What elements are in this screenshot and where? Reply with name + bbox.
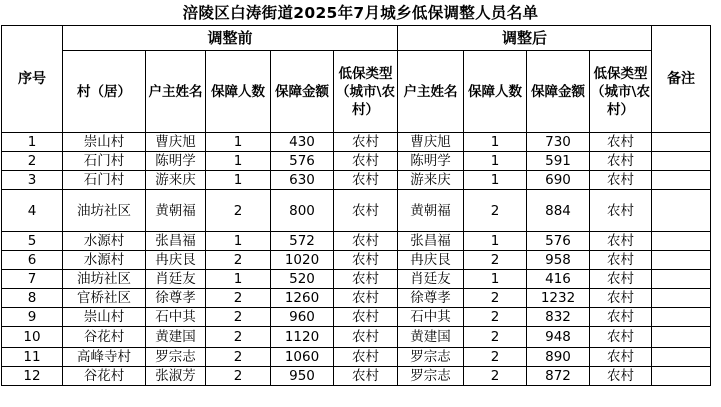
cell-seq: 8 bbox=[2, 289, 63, 308]
cell-before-persons: 2 bbox=[206, 367, 271, 386]
cell-remark bbox=[652, 367, 711, 386]
cell-after-head-name: 罗宗志 bbox=[398, 348, 464, 367]
cell-after-head-name: 罗宗志 bbox=[398, 367, 464, 386]
cell-after-persons: 2 bbox=[464, 367, 527, 386]
cell-before-type: 农村 bbox=[334, 289, 398, 308]
cell-after-persons: 1 bbox=[464, 171, 527, 190]
cell-before-type: 农村 bbox=[334, 171, 398, 190]
cell-after-amount: 832 bbox=[527, 308, 590, 327]
cell-remark bbox=[652, 232, 711, 251]
cell-village: 石门村 bbox=[63, 171, 146, 190]
column-header-row bbox=[2, 51, 711, 133]
cell-after-type: 农村 bbox=[590, 308, 652, 327]
cell-after-head-name: 陈明学 bbox=[398, 152, 464, 171]
cell-after-amount: 591 bbox=[527, 152, 590, 171]
header-before-head-name: 户主姓名 bbox=[146, 51, 206, 133]
cell-before-type: 农村 bbox=[334, 133, 398, 152]
cell-after-persons: 1 bbox=[464, 270, 527, 289]
cell-before-persons: 2 bbox=[206, 308, 271, 327]
cell-before-head-name: 黄建国 bbox=[146, 327, 206, 348]
cell-after-head-name: 黄建国 bbox=[398, 327, 464, 348]
cell-remark bbox=[652, 171, 711, 190]
cell-before-head-name: 张淑芳 bbox=[146, 367, 206, 386]
cell-before-amount: 1060 bbox=[271, 348, 334, 367]
cell-before-persons: 1 bbox=[206, 232, 271, 251]
table-row bbox=[2, 289, 711, 308]
cell-before-type: 农村 bbox=[334, 367, 398, 386]
cell-before-amount: 576 bbox=[271, 152, 334, 171]
cell-after-persons: 1 bbox=[464, 133, 527, 152]
cell-after-persons: 2 bbox=[464, 327, 527, 348]
group-header-row bbox=[2, 26, 711, 51]
cell-after-head-name: 曹庆旭 bbox=[398, 133, 464, 152]
cell-before-head-name: 肖廷友 bbox=[146, 270, 206, 289]
cell-after-persons: 2 bbox=[464, 289, 527, 308]
cell-before-type: 农村 bbox=[334, 348, 398, 367]
cell-before-persons: 2 bbox=[206, 327, 271, 348]
cell-before-persons: 2 bbox=[206, 348, 271, 367]
cell-after-head-name: 徐尊孝 bbox=[398, 289, 464, 308]
cell-before-persons: 1 bbox=[206, 152, 271, 171]
cell-before-type: 农村 bbox=[334, 308, 398, 327]
header-remarks: 备注 bbox=[652, 26, 711, 133]
cell-after-amount: 730 bbox=[527, 133, 590, 152]
cell-before-type: 农村 bbox=[334, 232, 398, 251]
cell-after-head-name: 肖廷友 bbox=[398, 270, 464, 289]
header-after-group: 调整后 bbox=[398, 26, 652, 51]
cell-remark bbox=[652, 133, 711, 152]
cell-after-type: 农村 bbox=[590, 367, 652, 386]
cell-village: 石门村 bbox=[63, 152, 146, 171]
cell-after-type: 农村 bbox=[590, 152, 652, 171]
adjustment-table bbox=[1, 25, 711, 386]
document-title: 涪陵区白涛街道2025年7月城乡低保调整人员名单 bbox=[182, 4, 539, 22]
cell-before-persons: 1 bbox=[206, 270, 271, 289]
cell-after-persons: 1 bbox=[464, 152, 527, 171]
cell-after-persons: 2 bbox=[464, 308, 527, 327]
cell-village: 水源村 bbox=[63, 232, 146, 251]
cell-remark bbox=[652, 308, 711, 327]
cell-seq: 4 bbox=[2, 190, 63, 232]
cell-before-amount: 1260 bbox=[271, 289, 334, 308]
header-after-amount: 保障金额 bbox=[527, 51, 590, 133]
cell-after-type: 农村 bbox=[590, 289, 652, 308]
cell-after-head-name: 张昌福 bbox=[398, 232, 464, 251]
cell-before-amount: 960 bbox=[271, 308, 334, 327]
cell-seq: 10 bbox=[2, 327, 63, 348]
cell-after-head-name: 冉庆艮 bbox=[398, 251, 464, 270]
cell-before-amount: 1020 bbox=[271, 251, 334, 270]
cell-village: 谷花村 bbox=[63, 327, 146, 348]
cell-after-amount: 890 bbox=[527, 348, 590, 367]
header-seq: 序号 bbox=[2, 26, 63, 133]
header-after-type: 低保类型（城市\农村） bbox=[590, 51, 652, 133]
cell-before-amount: 430 bbox=[271, 133, 334, 152]
cell-after-amount: 872 bbox=[527, 367, 590, 386]
cell-remark bbox=[652, 251, 711, 270]
table-row bbox=[2, 270, 711, 289]
cell-after-head-name: 石中其 bbox=[398, 308, 464, 327]
header-village: 村（居） bbox=[63, 51, 146, 133]
cell-before-type: 农村 bbox=[334, 251, 398, 270]
cell-remark bbox=[652, 348, 711, 367]
table-row bbox=[2, 152, 711, 171]
cell-seq: 12 bbox=[2, 367, 63, 386]
cell-after-amount: 576 bbox=[527, 232, 590, 251]
table-row bbox=[2, 251, 711, 270]
cell-seq: 7 bbox=[2, 270, 63, 289]
cell-after-amount: 884 bbox=[527, 190, 590, 232]
cell-remark bbox=[652, 270, 711, 289]
table-row bbox=[2, 190, 711, 232]
cell-before-head-name: 石中其 bbox=[146, 308, 206, 327]
cell-village: 谷花村 bbox=[63, 367, 146, 386]
cell-after-type: 农村 bbox=[590, 270, 652, 289]
cell-seq: 1 bbox=[2, 133, 63, 152]
cell-after-head-name: 游来庆 bbox=[398, 171, 464, 190]
cell-after-type: 农村 bbox=[590, 348, 652, 367]
cell-before-persons: 2 bbox=[206, 289, 271, 308]
cell-seq: 2 bbox=[2, 152, 63, 171]
cell-after-type: 农村 bbox=[590, 190, 652, 232]
cell-seq: 11 bbox=[2, 348, 63, 367]
cell-before-persons: 2 bbox=[206, 251, 271, 270]
table-row bbox=[2, 133, 711, 152]
header-before-persons: 保障人数 bbox=[206, 51, 271, 133]
cell-seq: 9 bbox=[2, 308, 63, 327]
cell-village: 油坊社区 bbox=[63, 190, 146, 232]
table-row bbox=[2, 308, 711, 327]
cell-before-amount: 1120 bbox=[271, 327, 334, 348]
cell-before-amount: 800 bbox=[271, 190, 334, 232]
cell-after-type: 农村 bbox=[590, 251, 652, 270]
table-row bbox=[2, 367, 711, 386]
cell-before-type: 农村 bbox=[334, 327, 398, 348]
cell-after-amount: 416 bbox=[527, 270, 590, 289]
cell-before-type: 农村 bbox=[334, 152, 398, 171]
cell-after-amount: 1232 bbox=[527, 289, 590, 308]
cell-before-amount: 572 bbox=[271, 232, 334, 251]
cell-before-head-name: 冉庆艮 bbox=[146, 251, 206, 270]
cell-village: 崇山村 bbox=[63, 133, 146, 152]
cell-remark bbox=[652, 152, 711, 171]
table-row bbox=[2, 348, 711, 367]
cell-after-type: 农村 bbox=[590, 171, 652, 190]
cell-village: 油坊社区 bbox=[63, 270, 146, 289]
cell-after-amount: 958 bbox=[527, 251, 590, 270]
cell-seq: 6 bbox=[2, 251, 63, 270]
table-row bbox=[2, 232, 711, 251]
cell-before-persons: 2 bbox=[206, 190, 271, 232]
cell-village: 官桥社区 bbox=[63, 289, 146, 308]
cell-before-amount: 630 bbox=[271, 171, 334, 190]
cell-before-head-name: 黄朝福 bbox=[146, 190, 206, 232]
cell-after-amount: 948 bbox=[527, 327, 590, 348]
cell-after-persons: 2 bbox=[464, 190, 527, 232]
cell-before-type: 农村 bbox=[334, 270, 398, 289]
cell-seq: 3 bbox=[2, 171, 63, 190]
cell-after-type: 农村 bbox=[590, 133, 652, 152]
cell-after-persons: 2 bbox=[464, 251, 527, 270]
cell-before-head-name: 罗宗志 bbox=[146, 348, 206, 367]
cell-after-head-name: 黄朝福 bbox=[398, 190, 464, 232]
cell-after-type: 农村 bbox=[590, 327, 652, 348]
cell-after-persons: 2 bbox=[464, 348, 527, 367]
header-before-group: 调整前 bbox=[63, 26, 398, 51]
cell-village: 水源村 bbox=[63, 251, 146, 270]
cell-village: 高峰寺村 bbox=[63, 348, 146, 367]
cell-before-persons: 1 bbox=[206, 171, 271, 190]
cell-seq: 5 bbox=[2, 232, 63, 251]
header-after-head-name: 户主姓名 bbox=[398, 51, 464, 133]
cell-before-amount: 950 bbox=[271, 367, 334, 386]
table-row bbox=[2, 171, 711, 190]
header-before-amount: 保障金额 bbox=[271, 51, 334, 133]
header-after-persons: 保障人数 bbox=[464, 51, 527, 133]
cell-before-amount: 520 bbox=[271, 270, 334, 289]
cell-before-persons: 1 bbox=[206, 133, 271, 152]
cell-before-type: 农村 bbox=[334, 190, 398, 232]
cell-before-head-name: 陈明学 bbox=[146, 152, 206, 171]
cell-before-head-name: 张昌福 bbox=[146, 232, 206, 251]
cell-after-persons: 1 bbox=[464, 232, 527, 251]
cell-before-head-name: 曹庆旭 bbox=[146, 133, 206, 152]
cell-before-head-name: 游来庆 bbox=[146, 171, 206, 190]
cell-remark bbox=[652, 289, 711, 308]
cell-village: 崇山村 bbox=[63, 308, 146, 327]
cell-before-head-name: 徐尊孝 bbox=[146, 289, 206, 308]
header-before-type: 低保类型（城市\农村） bbox=[334, 51, 398, 133]
cell-after-type: 农村 bbox=[590, 232, 652, 251]
cell-remark bbox=[652, 190, 711, 232]
table-row bbox=[2, 327, 711, 348]
cell-remark bbox=[652, 327, 711, 348]
cell-after-amount: 690 bbox=[527, 171, 590, 190]
